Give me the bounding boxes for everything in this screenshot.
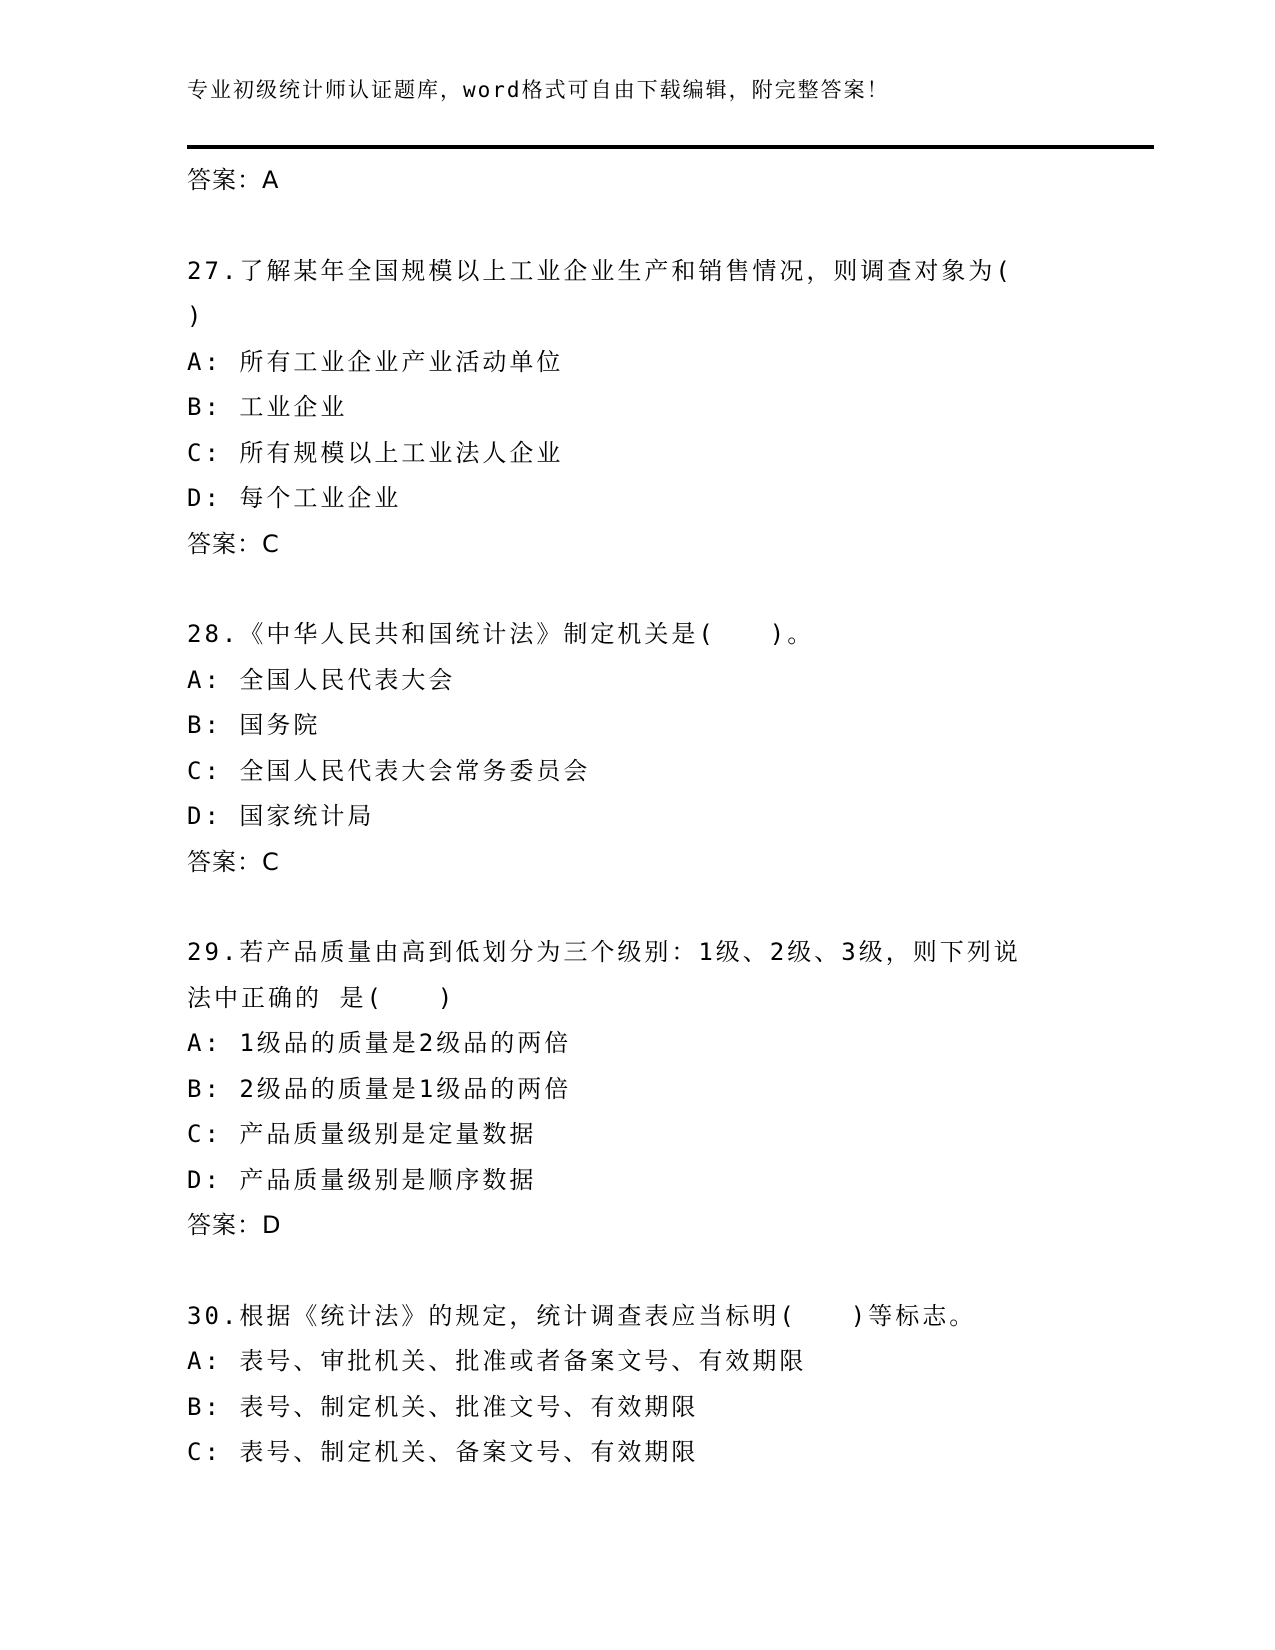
question-block-29 — [187, 930, 1087, 1249]
question-text-line: ) — [187, 302, 205, 330]
question-block-27 — [187, 249, 1087, 568]
option-d: D: 国家统计局 — [187, 802, 375, 830]
option-a: A: 所有工业企业产业活动单位 — [187, 347, 564, 376]
question-content — [187, 158, 1087, 1476]
option-b: B: 2级品的质量是1级品的两倍 — [187, 1074, 572, 1103]
option-c: C: 全国人民代表大会常务委员会 — [187, 756, 591, 785]
option-b: B: 国务院 — [187, 711, 321, 739]
page-header-text: 专业初级统计师认证题库，word格式可自由下载编辑，附完整答案！ — [187, 78, 890, 102]
answer-line: 答案：C — [187, 847, 280, 876]
option-a: A: 1级品的质量是2级品的两倍 — [187, 1029, 572, 1057]
answer-line: 答案：D — [187, 1211, 282, 1239]
option-a: A: 全国人民代表大会 — [187, 665, 456, 694]
question-block-28 — [187, 612, 1087, 885]
block-spacer — [187, 204, 1087, 249]
block-spacer — [187, 567, 1087, 612]
block-spacer — [187, 885, 1087, 930]
question-text-line: 27.了解某年全国规模以上工业企业生产和销售情况，则调查对象为( — [187, 256, 1013, 285]
option-d: D: 产品质量级别是顺序数据 — [187, 1165, 537, 1194]
option-c: C: 产品质量级别是定量数据 — [187, 1120, 537, 1148]
header-divider — [187, 145, 1154, 149]
question-text-line: 28.《中华人民共和国统计法》制定机关是( )。 — [187, 620, 815, 648]
option-d: D: 每个工业企业 — [187, 484, 402, 512]
option-c: C: 表号、制定机关、备案文号、有效期限 — [187, 1438, 699, 1466]
answer-line: 答案：C — [187, 529, 280, 558]
block-spacer — [187, 1249, 1087, 1294]
option-a: A: 表号、审批机关、批准或者备案文号、有效期限 — [187, 1347, 807, 1375]
question-text-line: 法中正确的 是( ) — [187, 983, 456, 1012]
option-b: B: 工业企业 — [187, 393, 348, 421]
question-text-line: 29.若产品质量由高到低划分为三个级别：1级、2级、3级，则下列说 — [187, 938, 1021, 966]
answer-line: 答案：A — [187, 166, 280, 194]
question-block-30 — [187, 1294, 1087, 1476]
question-text-line: 30.根据《统计法》的规定，统计调查表应当标明( )等标志。 — [187, 1301, 977, 1330]
option-c: C: 所有规模以上工业法人企业 — [187, 438, 564, 467]
option-b: B: 表号、制定机关、批准文号、有效期限 — [187, 1392, 699, 1421]
